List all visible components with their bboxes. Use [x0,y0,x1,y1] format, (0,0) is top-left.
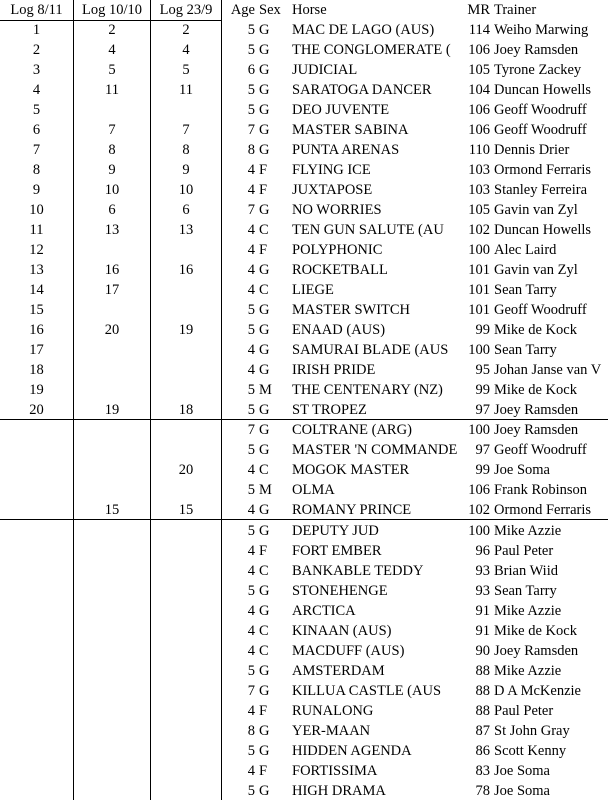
age-cell: 4 [247,502,255,518]
sex-cell: G [259,42,270,58]
sex-cell: G [259,583,270,599]
sex-cell: F [259,182,268,198]
sex-cell: F [259,763,268,779]
trainer-cell: Geoff Woodruff [494,102,587,118]
horse-name-cell: AMSTERDAM [292,663,385,679]
merit-rating-cell: 93 [475,583,490,599]
age-cell: 5 [247,102,255,118]
log-10-10-cell: 16 [104,262,120,278]
trainer-cell: Dennis Drier [494,142,570,158]
trainer-cell: Joe Soma [494,783,550,799]
age-cell: 4 [247,643,255,659]
log-10-10-cell: 15 [104,502,120,518]
sex-cell: G [259,422,270,438]
header-mr: MR [467,2,490,18]
log-23-9-cell: 8 [182,142,190,158]
trainer-cell: Joey Ramsden [494,402,579,418]
header-age: Age [230,2,255,18]
sex-cell: F [259,242,268,258]
age-cell: 4 [247,222,255,238]
log-8-11-cell: 10 [29,202,44,218]
log-23-9-cell: 13 [178,222,194,238]
log-8-11-cell: 9 [32,182,41,198]
log-10-10-cell: 17 [104,282,120,298]
age-cell: 5 [247,22,255,38]
merit-rating-cell: 101 [468,302,490,318]
age-cell: 4 [247,362,255,378]
trainer-cell: Gavin van Zyl [494,202,578,218]
age-cell: 5 [247,302,255,318]
log-8-11-cell: 18 [29,362,44,378]
sex-cell: G [259,783,270,799]
age-cell: 4 [247,282,255,298]
log-23-9-cell: 5 [182,62,190,78]
log-10-10-cell: 6 [108,202,116,218]
trainer-cell: Gavin van Zyl [494,262,578,278]
horse-name-cell: JUXTAPOSE [292,182,373,198]
merit-rating-cell: 97 [475,402,490,418]
sex-cell: G [259,322,270,338]
age-cell: 7 [247,122,255,138]
header-log-23-9: Log 23/9 [159,2,213,18]
horse-name-cell: LIEGE [292,282,334,298]
trainer-cell: Johan Janse van V [494,362,602,378]
merit-rating-cell: 104 [468,82,490,98]
horse-name-cell: MACDUFF (AUS) [292,643,405,659]
age-cell: 4 [247,242,255,258]
merit-rating-cell: 100 [468,422,490,438]
trainer-cell: Joe Soma [494,763,550,779]
horse-name-cell: PUNTA ARENAS [292,142,400,158]
trainer-cell: Duncan Howells [494,222,592,238]
horse-name-cell: MOGOK MASTER [292,462,410,478]
age-cell: 4 [247,563,255,579]
horse-name-cell: THE CONGLOMERATE ( [292,42,451,58]
horse-name-cell: SARATOGA DANCER [292,82,432,98]
merit-rating-cell: 106 [468,122,490,138]
log-23-9-cell: 10 [178,182,194,198]
horse-name-cell: NO WORRIES [292,202,382,218]
merit-rating-cell: 88 [475,683,490,699]
sex-cell: G [259,342,270,358]
merit-rating-cell: 87 [475,723,490,739]
log-10-10-cell: 9 [108,162,116,178]
merit-rating-cell: 114 [468,22,490,38]
log-10-10-cell: 5 [108,62,116,78]
column-divider [221,0,222,800]
merit-rating-cell: 86 [475,743,490,759]
age-cell: 7 [247,202,255,218]
log-8-11-cell: 19 [29,382,44,398]
trainer-cell: Frank Robinson [494,482,588,498]
merit-rating-cell: 106 [468,42,490,58]
sex-cell: C [259,563,269,579]
trainer-cell: Joey Ramsden [494,422,579,438]
merit-rating-cell: 106 [468,482,490,498]
horse-name-cell: TEN GUN SALUTE (AU [292,222,444,238]
age-cell: 4 [247,342,255,358]
merit-rating-cell: 106 [468,102,490,118]
sex-cell: G [259,142,270,158]
trainer-cell: Geoff Woodruff [494,122,587,138]
trainer-cell: Sean Tarry [494,583,557,599]
trainer-cell: Paul Peter [494,543,554,559]
sex-cell: G [259,523,270,539]
merit-rating-cell: 95 [475,362,490,378]
log-10-10-cell: 7 [108,122,116,138]
horse-name-cell: ROCKETBALL [292,262,388,278]
header-sex: Sex [259,2,281,18]
log-8-11-cell: 3 [32,62,41,78]
age-cell: 7 [247,683,255,699]
trainer-cell: Sean Tarry [494,282,557,298]
sex-cell: G [259,62,270,78]
sex-cell: C [259,222,269,238]
log-23-9-cell: 11 [179,82,193,98]
log-10-10-cell: 20 [104,322,120,338]
sex-cell: G [259,122,270,138]
trainer-cell: Stanley Ferreira [494,182,588,198]
log-8-11-cell: 7 [32,142,41,158]
log-8-11-cell: 11 [29,222,44,238]
log-10-10-cell: 4 [108,42,116,58]
log-8-11-cell: 6 [32,122,41,138]
sex-cell: C [259,623,269,639]
sex-cell: C [259,643,269,659]
log-8-11-cell: 12 [29,242,44,258]
sex-cell: G [259,262,270,278]
horse-name-cell: ST TROPEZ [292,402,367,418]
trainer-cell: Scott Kenny [494,743,567,759]
log-23-9-cell: 4 [182,42,190,58]
header-log-8-11: Log 8/11 [10,2,63,18]
log-8-11-cell: 4 [32,82,41,98]
age-cell: 5 [247,382,255,398]
trainer-cell: Mike de Kock [494,322,577,338]
trainer-cell: Mike Azzie [494,663,562,679]
sex-cell: C [259,282,269,298]
age-cell: 7 [247,422,255,438]
header-log-10-10: Log 10/10 [81,2,142,18]
horse-name-cell: ARCTICA [292,603,356,619]
log-23-9-cell: 2 [182,22,190,38]
sex-cell: G [259,362,270,378]
sex-cell: G [259,502,270,518]
horse-name-cell: POLYPHONIC [292,242,383,258]
trainer-cell: Joey Ramsden [494,643,579,659]
merit-rating-cell: 97 [475,442,490,458]
horse-name-cell: MASTER SABINA [292,122,409,138]
sex-cell: G [259,683,270,699]
merit-rating-cell: 93 [475,563,490,579]
horse-name-cell: ENAAD (AUS) [292,322,386,338]
header-horse: Horse [292,2,327,18]
log-8-11-cell: 1 [32,22,41,38]
log-8-11-cell: 5 [32,102,41,118]
trainer-cell: Ormond Ferraris [494,162,592,178]
log-23-9-cell: 9 [182,162,190,178]
merit-rating-cell: 88 [475,703,490,719]
merit-rating-cell: 101 [468,282,490,298]
age-cell: 5 [247,783,255,799]
sex-cell: G [259,603,270,619]
horse-name-cell: STONEHENGE [292,583,388,599]
sex-cell: M [259,482,272,498]
horse-name-cell: RUNALONG [292,703,374,719]
log-8-11-cell: 13 [29,262,44,278]
horse-name-cell: DEO JUVENTE [292,102,390,118]
age-cell: 5 [247,442,255,458]
merit-rating-cell: 99 [475,462,490,478]
horse-name-cell: ROMANY PRINCE [292,502,412,518]
log-8-11-cell: 20 [29,402,44,418]
log-23-9-cell: 19 [178,322,194,338]
trainer-cell: Ormond Ferraris [494,502,592,518]
log-8-11-cell: 15 [29,302,44,318]
log-23-9-cell: 15 [178,502,194,518]
horse-name-cell: MASTER 'N COMMANDE [292,442,458,458]
age-cell: 4 [247,462,255,478]
sex-cell: G [259,663,270,679]
log-10-10-cell: 13 [104,222,120,238]
trainer-cell: Alec Laird [494,242,557,258]
horse-name-cell: HIGH DRAMA [292,783,386,799]
horse-name-cell: DEPUTY JUD [292,523,379,539]
age-cell: 4 [247,603,255,619]
merit-rating-cell: 101 [468,262,490,278]
log-10-10-cell: 2 [108,22,116,38]
merit-rating-cell: 105 [468,62,490,78]
trainer-cell: Geoff Woodruff [494,302,587,318]
age-cell: 5 [247,42,255,58]
merit-rating-cell: 90 [475,643,490,659]
merit-rating-cell: 103 [468,182,490,198]
log-23-9-cell: 6 [182,202,190,218]
merit-rating-cell: 91 [475,623,490,639]
trainer-cell: Mike Azzie [494,603,562,619]
trainer-cell: Mike Azzie [494,523,562,539]
sex-cell: G [259,302,270,318]
age-cell: 5 [247,743,255,759]
log-8-11-cell: 2 [32,42,41,58]
sex-cell: G [259,202,270,218]
age-cell: 4 [247,262,255,278]
log-10-10-cell: 10 [104,182,120,198]
merit-rating-cell: 100 [468,242,490,258]
trainer-cell: Joey Ramsden [494,42,579,58]
merit-rating-cell: 102 [468,502,490,518]
trainer-cell: Brian Wiid [494,563,558,579]
log-23-9-cell: 18 [178,402,194,418]
horse-name-cell: HIDDEN AGENDA [292,743,412,759]
horse-name-cell: OLMA [292,482,335,498]
sex-cell: G [259,102,270,118]
log-8-11-cell: 17 [29,342,44,358]
merit-rating-cell: 99 [475,322,490,338]
trainer-cell: Weiho Marwing [494,22,589,38]
horse-name-cell: SAMURAI BLADE (AUS [292,342,449,358]
horse-name-cell: KINAAN (AUS) [292,623,392,639]
merit-rating-cell: 110 [468,142,490,158]
age-cell: 5 [247,322,255,338]
age-cell: 8 [247,723,255,739]
log-10-10-cell: 19 [104,402,120,418]
horse-name-cell: COLTRANE (ARG) [292,422,412,438]
sex-cell: G [259,442,270,458]
merit-rating-cell: 102 [468,222,490,238]
horse-name-cell: KILLUA CASTLE (AUS [292,683,442,699]
trainer-cell: D A McKenzie [494,683,581,699]
log-23-9-cell: 7 [182,122,190,138]
trainer-cell: Geoff Woodruff [494,442,587,458]
age-cell: 4 [247,162,255,178]
trainer-cell: Mike de Kock [494,623,577,639]
sex-cell: G [259,82,270,98]
horse-name-cell: FORT EMBER [292,543,382,559]
log-10-10-cell: 11 [105,82,119,98]
sex-cell: G [259,743,270,759]
sex-cell: F [259,543,268,559]
sex-cell: F [259,162,268,178]
merit-rating-cell: 99 [475,382,490,398]
log-8-11-cell: 14 [29,282,44,298]
age-cell: 5 [247,482,255,498]
merit-rating-cell: 83 [475,763,490,779]
age-cell: 5 [247,82,255,98]
log-23-9-cell: 20 [178,462,194,478]
age-cell: 5 [247,523,255,539]
horse-name-cell: JUDICIAL [292,62,358,78]
trainer-cell: Duncan Howells [494,82,592,98]
sex-cell: F [259,703,268,719]
sex-cell: M [259,382,272,398]
trainer-cell: Paul Peter [494,703,554,719]
trainer-cell: Tyrone Zackey [494,62,582,78]
merit-rating-cell: 91 [475,603,490,619]
age-cell: 4 [247,703,255,719]
merit-rating-cell: 96 [475,543,490,559]
age-cell: 4 [247,543,255,559]
merit-rating-cell: 88 [475,663,490,679]
age-cell: 8 [247,142,255,158]
horse-name-cell: FLYING ICE [292,162,371,178]
age-cell: 4 [247,182,255,198]
age-cell: 4 [247,763,255,779]
log-10-10-cell: 8 [108,142,116,158]
sex-cell: G [259,22,270,38]
merit-rating-cell: 103 [468,162,490,178]
age-cell: 5 [247,583,255,599]
age-cell: 5 [247,663,255,679]
merit-rating-cell: 78 [475,783,490,799]
age-cell: 5 [247,402,255,418]
horse-name-cell: MAC DE LAGO (AUS) [292,22,435,38]
header-trainer: Trainer [494,2,537,18]
horse-name-cell: FORTISSIMA [292,763,378,779]
merit-rating-cell: 100 [468,523,490,539]
sex-cell: G [259,723,270,739]
log-8-11-cell: 8 [32,162,41,178]
sex-cell: C [259,462,269,478]
log-8-11-cell: 16 [29,322,44,338]
trainer-cell: St John Gray [494,723,570,739]
trainer-cell: Mike de Kock [494,382,577,398]
merit-rating-cell: 100 [468,342,490,358]
trainer-cell: Sean Tarry [494,342,557,358]
merit-rating-cell: 105 [468,202,490,218]
sex-cell: G [259,402,270,418]
age-cell: 6 [247,62,255,78]
horse-name-cell: IRISH PRIDE [292,362,376,378]
horse-name-cell: THE CENTENARY (NZ) [292,382,443,398]
horse-name-cell: BANKABLE TEDDY [292,563,424,579]
trainer-cell: Joe Soma [494,462,550,478]
age-cell: 4 [247,623,255,639]
horse-name-cell: YER-MAAN [292,723,371,739]
log-23-9-cell: 16 [178,262,194,278]
horse-name-cell: MASTER SWITCH [292,302,411,318]
